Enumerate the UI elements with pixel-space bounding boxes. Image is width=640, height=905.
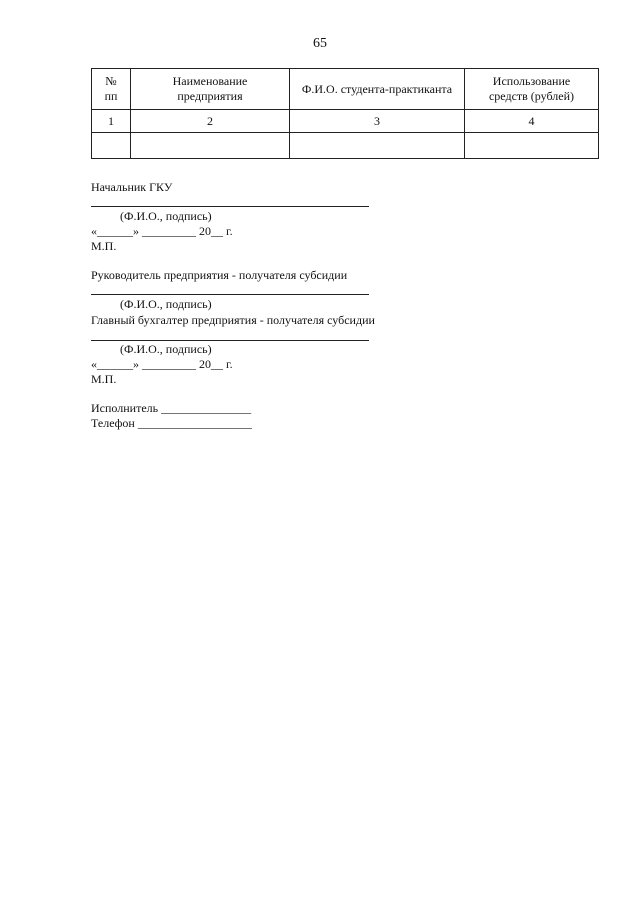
signature-line <box>91 294 369 295</box>
page-number: 65 <box>313 36 327 51</box>
table-row-column-numbers <box>92 110 599 133</box>
signature-line <box>91 340 369 341</box>
signature-line <box>91 206 369 207</box>
date-line: «______» _________ 20__ г. <box>91 357 233 371</box>
report-table <box>91 68 599 159</box>
table-header-row <box>92 69 599 110</box>
table-cell <box>465 133 599 159</box>
date-line: «______» _________ 20__ г. <box>91 224 233 238</box>
table-cell: 2 <box>131 110 290 133</box>
fio-signature-caption: (Ф.И.О., подпись) <box>120 297 212 311</box>
table-cell: 3 <box>290 110 465 133</box>
stamp-placeholder: М.П. <box>91 239 117 253</box>
chief-accountant-title: Главный бухгалтер предприятия - получателя субсидии <box>91 313 375 327</box>
enterprise-head-title: Руководитель предприятия - получателя субсидии <box>91 268 348 282</box>
phone-line: Телефон ___________________ <box>91 416 252 430</box>
header-cell-student: Ф.И.О. студента-практиканта <box>290 69 465 110</box>
header-cell-funds: Использование средств (рублей) <box>465 69 599 110</box>
header-cell-number: № пп <box>92 69 131 110</box>
header-cell-enterprise: Наименование предприятия <box>131 69 290 110</box>
fio-signature-caption: (Ф.И.О., подпись) <box>120 342 212 356</box>
executor-line: Исполнитель _______________ <box>91 401 252 415</box>
table-cell <box>290 133 465 159</box>
table-row-empty <box>92 133 599 159</box>
table-cell <box>92 133 131 159</box>
table-cell: 4 <box>465 110 599 133</box>
fio-signature-caption: (Ф.И.О., подпись) <box>120 209 212 223</box>
gku-head-title: Начальник ГКУ <box>91 180 173 194</box>
table-cell: 1 <box>92 110 131 133</box>
stamp-placeholder: М.П. <box>91 372 117 386</box>
table-cell <box>131 133 290 159</box>
